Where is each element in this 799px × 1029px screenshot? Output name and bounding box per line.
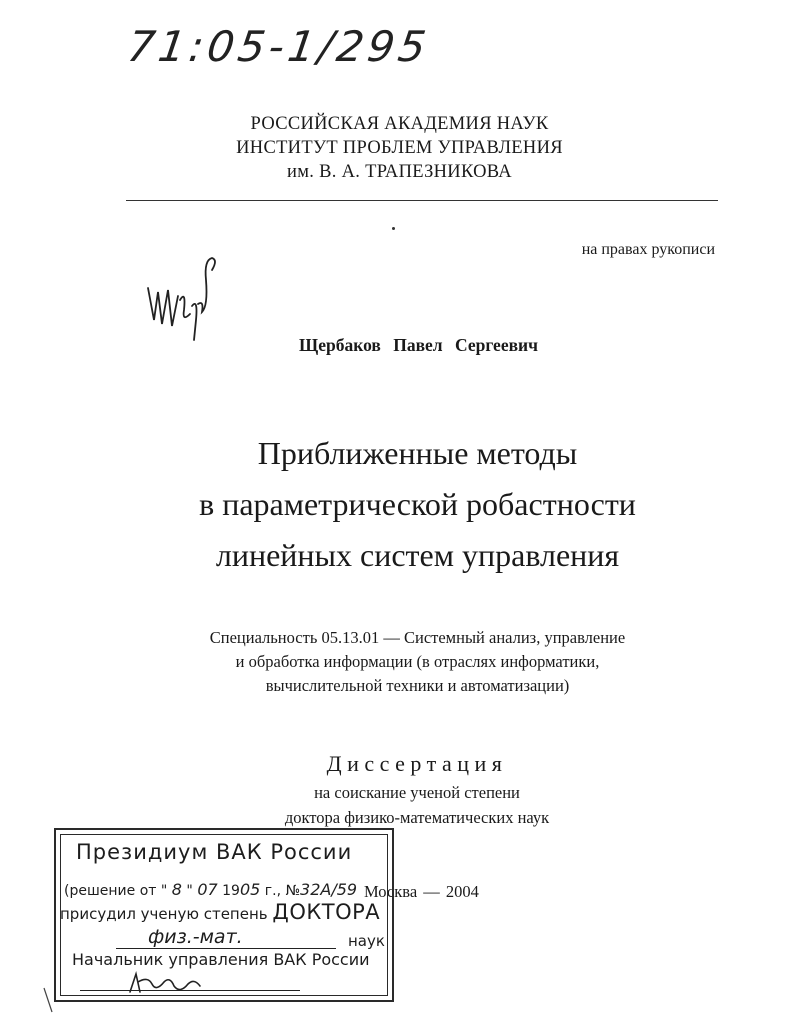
dissertation-title: [0, 428, 799, 581]
decision-number-prefix: г., №: [264, 883, 301, 899]
decision-year: 05: [239, 880, 261, 899]
specialty-line-3: вычислительной техники и автоматизации): [265, 676, 570, 695]
specialty-line-1: Специальность 05.13.01 — Системный анализ, управление: [209, 628, 626, 647]
stamp-decision-line: [64, 880, 357, 899]
decision-year-prefix: 19: [222, 883, 240, 899]
header-line-institute: ИНСТИТУТ ПРОБЛЕМ УПРАВЛЕНИЯ: [236, 138, 563, 158]
institution-header: [0, 112, 799, 184]
stray-dot: [392, 227, 395, 230]
degree-line-1: на соискание ученой степени: [314, 783, 520, 802]
decision-month: 07: [197, 880, 218, 899]
title-line-3: линейных систем управления: [215, 537, 620, 573]
stamp-awarded-line: [60, 900, 380, 924]
decision-number: 32А/59: [300, 880, 358, 899]
city-year: Москва — 2004: [364, 882, 479, 901]
manuscript-rights-note: на правах рукописи: [581, 241, 715, 258]
specialty-block: [0, 626, 799, 698]
title-line-2: в параметрической робастности: [199, 486, 636, 522]
archive-number-handwritten: 71:05-1/295: [124, 22, 433, 71]
header-line-academy: РОССИЙСКАЯ АКАДЕМИЯ НАУК: [250, 114, 549, 134]
stamp-field-underline: [116, 948, 336, 949]
margin-tick-mark: [42, 986, 56, 1016]
header-line-named-after: им. В. А. ТРАПЕЗНИКОВА: [287, 162, 512, 182]
specialty-line-2: и обработка информации (в отраслях информатики,: [235, 652, 600, 671]
stamp-field-handwritten: физ.-мат.: [148, 926, 243, 948]
awarded-prefix: присудил ученую степень: [60, 905, 268, 923]
decision-prefix: (решение от ": [64, 883, 168, 899]
stamp-title: Президиум ВАК России: [76, 840, 353, 864]
stamp-signature: [126, 970, 216, 1000]
degree-block: [0, 780, 799, 830]
header-divider: [126, 200, 718, 201]
author-name: Щербаков Павел Сергеевич: [299, 335, 538, 355]
vak-approval-stamp: [54, 828, 394, 1002]
awarded-degree: ДОКТОРА: [272, 900, 381, 924]
stamp-head-title: Начальник управления ВАК России: [72, 950, 370, 969]
decision-day: 8: [171, 880, 182, 899]
stamp-field-suffix: наук: [348, 932, 385, 950]
degree-line-2: доктора физико-математических наук: [284, 808, 550, 827]
decision-quote: ": [186, 883, 193, 899]
handwritten-signature-left: [140, 240, 240, 350]
title-line-1: Приближенные методы: [257, 435, 578, 471]
stamp-signature-underline: [80, 990, 300, 991]
dissertation-label: Диссертация: [326, 751, 508, 776]
